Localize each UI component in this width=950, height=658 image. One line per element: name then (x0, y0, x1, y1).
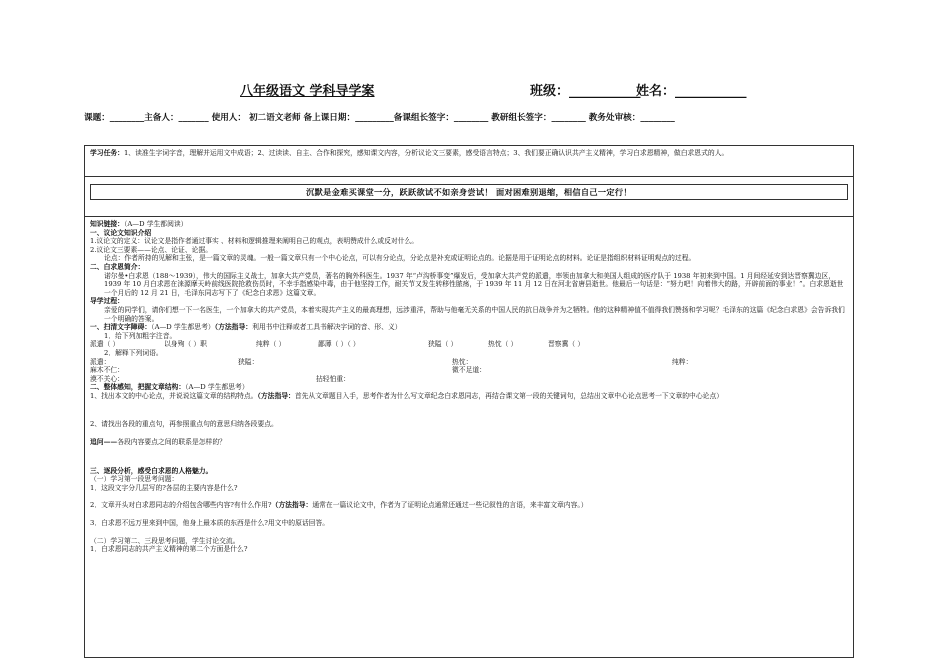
q2-item-1 (90, 392, 848, 401)
q2-method: 首先从文章题目入手，思考作者为什么写文章纪念白求恩同志，再结合课文第一段的关键词句，总结出文章中心论点思考一下文章的中心论点） (294, 391, 724, 400)
q1-note: （A—D 学生都思考） (151, 323, 215, 332)
q3-item-2-text: 2．文章开头对白求恩同志的介绍包含哪些内容?有什么作用? (90, 501, 272, 510)
q1-item-2: 2．解释下列词语。 (104, 348, 163, 357)
word-3: 纯粹（ ） (256, 340, 286, 349)
section-argument-intro: 一、议论文知识介绍 (90, 228, 152, 237)
terms-row-1 (90, 358, 848, 367)
term-7: 漠不关心： (90, 374, 124, 383)
word-4: 鄙薄（ ）（ ） (318, 340, 360, 349)
word-6: 热忱（ ） (488, 340, 518, 349)
term-5: 麻木不仁： (90, 366, 124, 375)
argument-elements: 2.议论文三要素——论点、论证、论据。 (90, 245, 213, 254)
q2-followup: 各段内容要点之间的联系是怎样的？ (117, 438, 226, 447)
tasks-label: 学习任务： (90, 149, 124, 157)
q2-item-2: 2、请找出各段的重点句，再参照重点句的意思归纳各段要点。 (90, 420, 278, 429)
term-8: 拈轻怕重： (316, 374, 350, 383)
pinyin-words (90, 340, 848, 349)
name-blank: ___________ (675, 84, 747, 99)
q3-method: 通常在一篇议论文中，作者为了证明论点通常还通过一些记叙性的言语，来丰富文章内容。） (312, 501, 588, 510)
q3-method-label: （方法指导： (271, 501, 313, 510)
q1-title: 一、扫清文字障碍： (90, 323, 152, 332)
argument-thesis: 论点：作者所持的见解和主张，是一篇文章的灵魂。一般一篇文章只有一个中心论点，可以有分论点，分论点是补充或证明论点的。论据是用于证明论点的材料。论证是指组织材料证明观点的过程。 (104, 254, 696, 263)
class-field (530, 80, 641, 99)
q3-item-3: 3．白求恩不远万里来到中国，他身上最本质的东西是什么?用文中的原话回答。 (90, 519, 330, 528)
term-6: 微不足道： (452, 366, 486, 375)
q3-item-1: 1．这段文字分几层写的?各层的主要内容是什么? (90, 483, 238, 492)
knowledge-label: 知识链接： (90, 220, 124, 228)
motto-row (85, 177, 853, 217)
section-bethune-intro: 二、白求恩简介： (90, 262, 145, 271)
q3-title: 三、逐段分析，感受白求恩的人格魅力。 (90, 466, 213, 475)
word-2: 以身殉（ ）职 (164, 340, 207, 349)
q2-note: （A—D 学生都思考） (185, 383, 249, 392)
q1-method: 利用书中注释或者工具书解决字词的音、形、义） (252, 323, 402, 332)
name-label: 姓名： (636, 84, 676, 99)
lesson-content (85, 217, 853, 554)
argument-definition: 1.议论文的定义：议论文是指作者通过事实 、材料和逻辑推理来阐明自己的观点，表明赞成什么或反对什么。 (90, 237, 419, 246)
q3-item-4: 1．白求恩同志的共产主义精神的第二个方面是什么? (90, 545, 248, 554)
term-3: 热忱： (452, 357, 473, 366)
class-label: 班级： (530, 84, 570, 99)
word-1: 派遣（ ） (90, 340, 120, 349)
guide-label: 导学过程： (90, 297, 124, 306)
class-blank: ___________ (569, 84, 641, 99)
tasks-text: 1、读准生字词字音，理解并运用文中成语；2、过读读、自主、合作和探究，感知课文内容，分析议论文三要素，感受语言特点；3、我们要正确认识共产主义精神，学习白求恩精神，做白求恩式的人。 (123, 149, 729, 157)
word-7: 晋察冀（ ） (548, 340, 585, 349)
q2-followup-label: 追问—— (90, 438, 118, 447)
term-2: 狭隘： (238, 357, 259, 366)
meta-row: 课题：________主备人：_______ 使用人： 初二语文老师 备上课日期：_________备课组长签字：________ 教研组长签字：________ 教务处审核：________ (84, 113, 675, 123)
q3-sub-1: （一）学习第一段思考问题： (90, 475, 179, 484)
knowledge-note: （A—D 学生都阅读） (123, 220, 188, 228)
page-title: 八年级语文 学科导学案 (240, 84, 375, 99)
word-5: 狭隘（ ） (428, 340, 458, 349)
learning-tasks (85, 146, 853, 177)
terms-row-3 (90, 375, 848, 384)
term-1: 派遣： (90, 357, 111, 366)
q3-item-2 (90, 501, 848, 510)
name-field (636, 80, 747, 99)
bethune-bio: 诺尔曼•白求恩（188～1939），伟大的国际主义战士，加拿大共产党员，著名的胸外科医生。1937 年“卢沟桥事变”爆发后，受加拿大共产党的派遣，率领由加拿大和美国人组成的医疗队于 1938 年初来到中国。1 月间经延安到达晋察冀边区，1939 年 10 月白求恩在涞源摩天岭前线医院抢救伤员时，不幸手指感染中毒，由于他坚持工作，耐关节又发生转移性脓疡，于 1939 年 11 月 12 日在河北省唐县逝世。他最后一句话是：“努力吧！向着伟大的路，开辟前面的事业！”。白求恩逝世一个月后的 12 月 21 日，毛泽东同志写下了《纪念白求恩》这篇文章。 (104, 271, 844, 297)
q1-method-label: （方法指导： (214, 323, 253, 332)
q3-sub-2: （二）学习第二、三段思考问题，学生讨论交流。 (90, 536, 240, 545)
guide-paragraph: 亲爱的同学们，请你们想一下一名医生，一个加拿大的共产党员，本着实现共产主义的最高理想，远涉重洋，帮助与他毫无关系的中国人民的抗日战争并为之牺牲。他的这种精神值不值得我们赞扬和学习呢？毛泽东的这篇《纪念白求恩》会告诉我们一个明确的答案。 (104, 305, 845, 323)
terms-row-2 (90, 366, 848, 375)
q1-item-1: 1．给下列加粗字注音。 (104, 331, 177, 340)
term-4: 纯粹： (672, 357, 693, 366)
q2-item-1-text: 1、找出本文的中心论点，并说说这篇文章的结构特点。 (90, 391, 258, 400)
q2-title: 二、整体感知，把握文章结构： (90, 383, 186, 392)
motto-banner: 沉默是金难买课堂一分，跃跃欲试不如亲身尝试！ 面对困难别退缩，相信自己一定行！ (90, 184, 848, 200)
q2-method-label: （方法指导： (257, 391, 295, 400)
worksheet-table (84, 145, 854, 658)
